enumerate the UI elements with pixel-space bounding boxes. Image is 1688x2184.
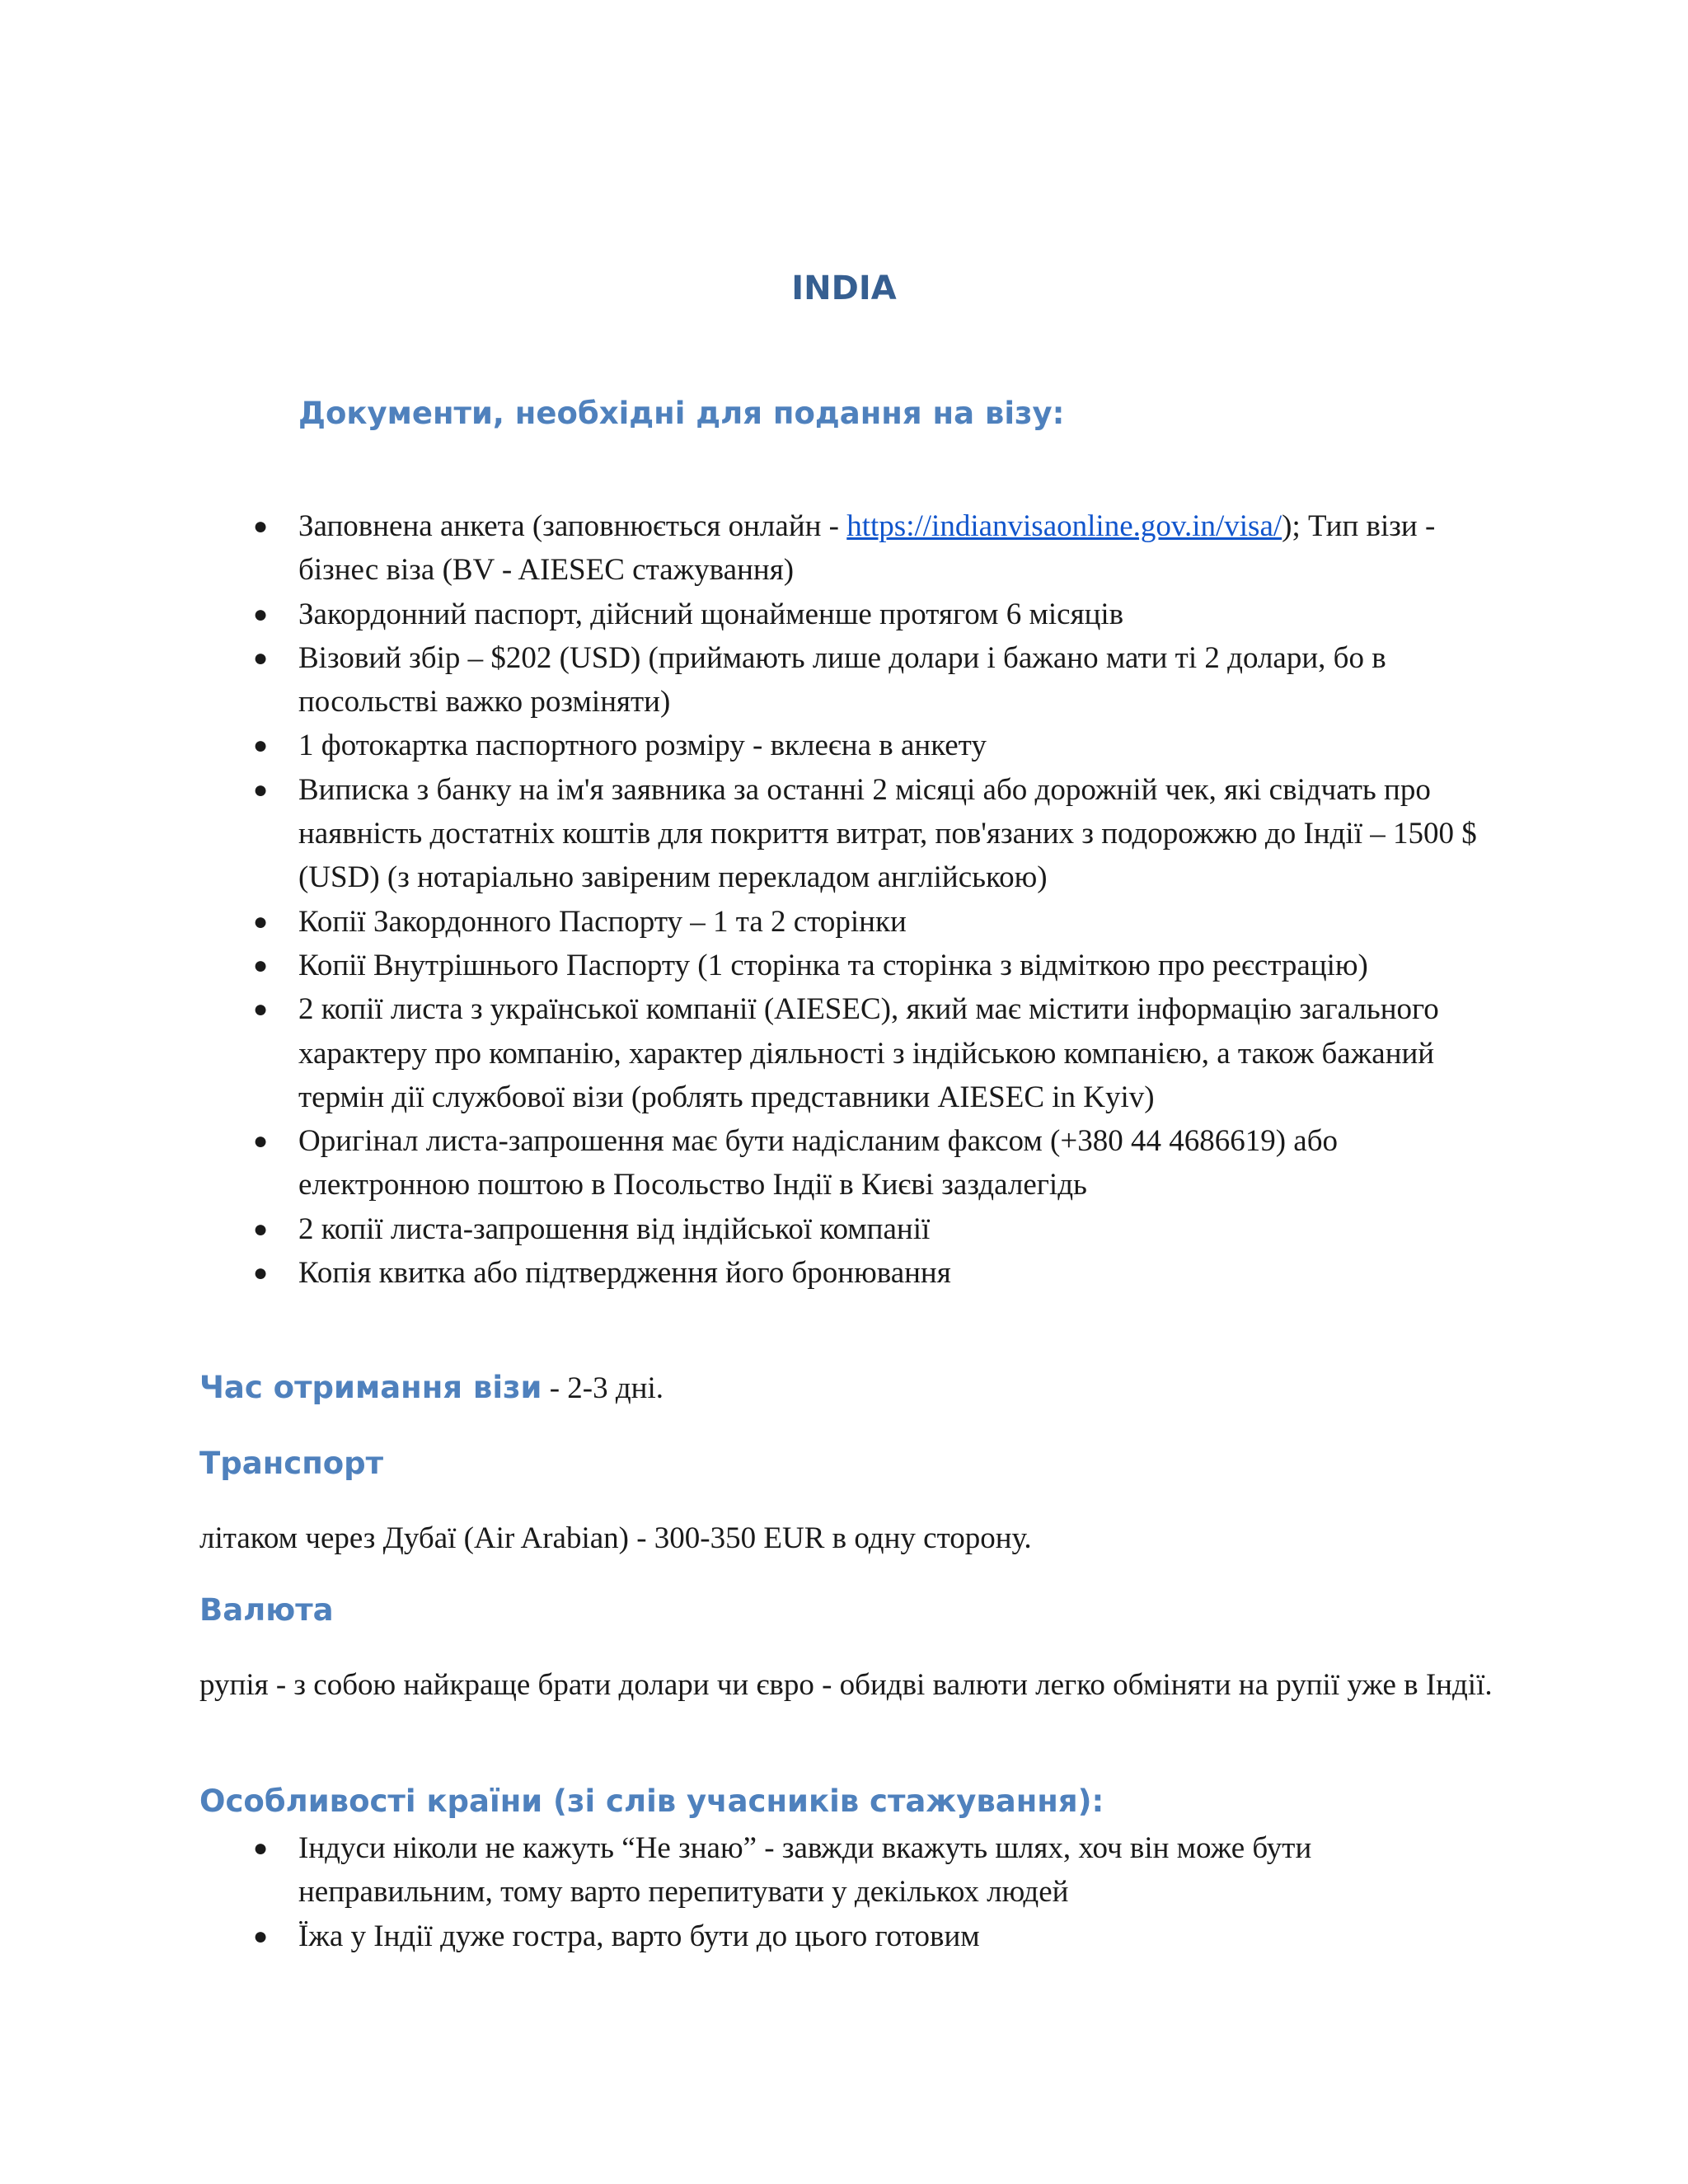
features-list: [253, 1826, 1493, 1958]
bullet-icon: ●: [253, 1922, 269, 1950]
list-item: ● Копії Закордонного Паспорту – 1 та 2 сторінки: [298, 900, 1493, 944]
bullet-icon: ●: [253, 1127, 269, 1155]
bullet-icon: ●: [253, 1215, 269, 1243]
bullet-icon: ●: [253, 600, 269, 628]
visa-time-section: [199, 1366, 663, 1410]
list-item: ● Закордонний паспорт, дійсний щонайменше протягом 6 місяців: [298, 593, 1493, 636]
documents-list: [253, 504, 1493, 1295]
bullet-icon: ●: [253, 996, 269, 1024]
currency-text: рупія - з собою найкраще брати долари чи євро - обидві валюти легко обміняти на рупії уже в Індії.: [199, 1668, 1493, 1702]
list-item: ● Копія квитка або підтвердження його бронювання: [298, 1251, 1493, 1295]
bullet-icon: ●: [253, 513, 269, 540]
currency-heading: Валюта: [199, 1592, 334, 1628]
list-item: ● Заповнена анкета (заповнюється онлайн - https://indianvisaonline.gov.in/visa/); Тип візи - бізнес віза (BV - AIESEC стажування): [298, 504, 1493, 593]
features-heading: Особливості країни (зі слів учасників стажування):: [199, 1783, 1104, 1819]
page-title: INDIA: [791, 269, 897, 307]
bullet-icon: ●: [253, 1835, 269, 1862]
bullet-icon: ●: [253, 776, 269, 804]
bullet-icon: ●: [253, 951, 269, 979]
bullet-icon: ●: [253, 644, 269, 672]
list-item: ● Оригінал листа-запрошення має бути надісланим факсом (+380 44 4686619) або електронною поштою в Посольство Індії в Києві заздалегідь: [298, 1119, 1493, 1207]
bullet-icon: ●: [253, 907, 269, 935]
list-item: ● 1 фотокартка паспортного розміру - вклеєна в анкету: [298, 724, 1493, 767]
visa-time-value: - 2-3 дні.: [542, 1371, 664, 1405]
list-item: ● Копії Внутрішнього Паспорту (1 сторінка та сторінка з відміткою про реєстрацію): [298, 944, 1493, 987]
bullet-icon: ●: [253, 732, 269, 760]
visa-online-link[interactable]: https://indianvisaonline.gov.in/visa/: [846, 509, 1282, 543]
list-item: ● Візовий збір – $202 (USD) (приймають лише долари і бажано мати ті 2 долари, бо в посольстві важко розміняти): [298, 636, 1493, 724]
documents-heading: Документи, необхідні для подання на візу:: [298, 396, 1065, 431]
bullet-icon: ●: [253, 1259, 269, 1287]
transport-text: літаком через Дубаї (Air Arabian) - 300-350 EUR в одну сторону.: [199, 1521, 1032, 1555]
list-item: ● Виписка з банку на ім'я заявника за останні 2 місяці або дорожній чек, які свідчать про наявність достатніх коштів для покриття витрат, пов'язаних з подорожжю до Індії – 1500 $ (USD) (з нотаріально завіреним перекладом англійською): [298, 768, 1493, 900]
list-item: ● Індуси ніколи не кажуть “Не знаю” - завжди вкажуть шлях, хоч він може бути неправильним, тому варто перепитувати у декількох людей: [298, 1826, 1493, 1915]
list-item: ● Їжа у Індії дуже гостра, варто бути до цього готовим: [298, 1915, 1493, 1958]
list-item: ● 2 копії листа з української компанії (AIESEC), який має містити інформацію загального характеру про компанію, характер діяльності з індійською компанією, а також бажаний термін дії службової візи (роблять представники AIESEC in Kyiv): [298, 987, 1493, 1119]
visa-time-heading: Час отримання візи: [199, 1370, 542, 1405]
transport-heading: Транспорт: [199, 1446, 384, 1481]
list-item: ● 2 копії листа-запрошення від індійської компанії: [298, 1207, 1493, 1251]
